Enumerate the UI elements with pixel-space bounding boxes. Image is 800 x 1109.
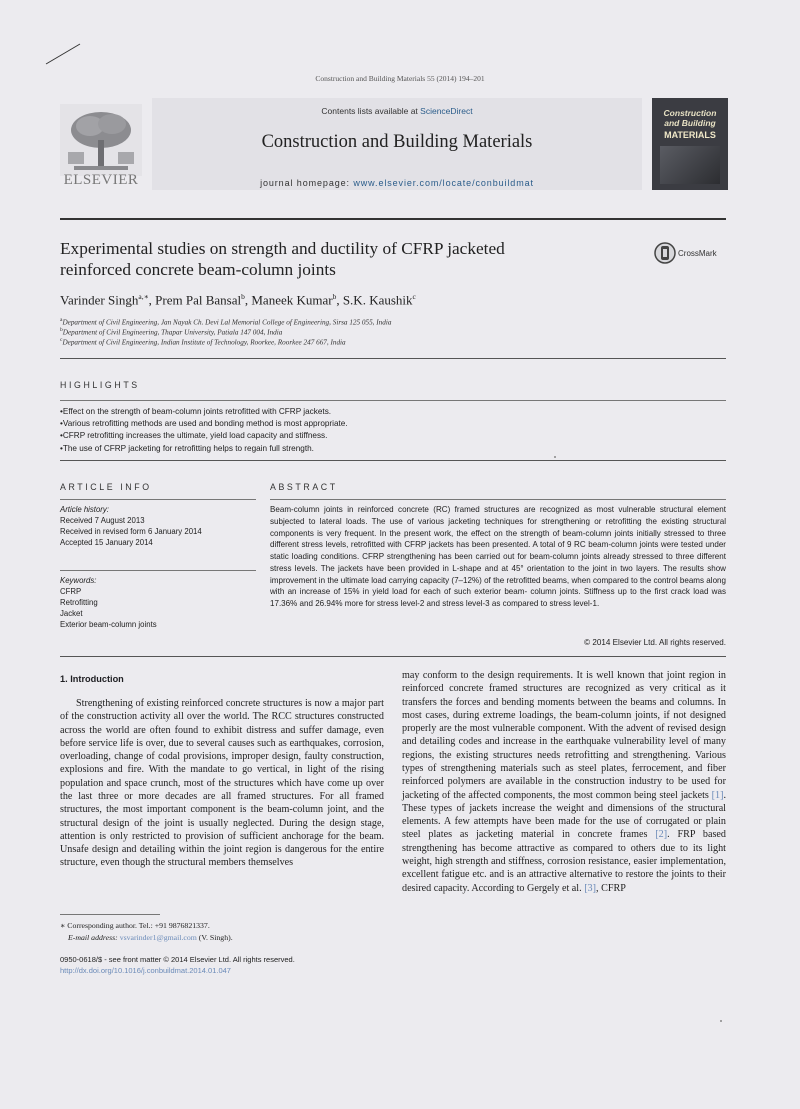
reference-link[interactable]: [3] <box>584 882 596 894</box>
intro-right-column: may conform to the design requirements. It is well known that joint region in reinforced concrete framed structures are recognized as very critical as it transfers the forces and bending moments between the beams and columns. In most cases, during extreme loadings, the beam-column joints, if not designed properly are the most vulnerable component. With the advent of revised design and detailing codes and increase in the earthquake vulnerability level of many regions, the existing structures needs retrofitting and strengthening. Various types of strengthening materials such as steel plates, ferrocement, and fiber reinforced polymers are available in the construction industry to be used for jacketing of the affected components, the most common being steel jackets [1]. These types of jackets increase the weight and dimensions of the structural elements. A few attempts have been made for the use of corrugated or plain steel plates as jacketing material in concrete frames [2]. FRP based strengthening has become attractive as compared to others due to its light weight, high strength and stiffness, corrosion resistance, easier implementation, excellent fatigue etc. and is an attractive alternative to restore the joints to their desired capacity. According to Gergely et al. [3], CFRP <box>402 670 726 894</box>
publisher-name: ELSEVIER <box>63 172 139 188</box>
contents-availability: Contents lists available at ScienceDirect <box>321 106 473 116</box>
issn-block: 0950-0618/$ - see front matter © 2014 Elsevier Ltd. All rights reserved. http://dx.doi.org/10.1016/j.conbuildmat.2014.01.047 <box>60 955 295 975</box>
email-link[interactable]: vsvarinder1@gmail.com <box>119 932 197 942</box>
abstract-text: Beam-column joints in reinforced concrete (RC) framed structures are recognized as most vulnerable structural element subjected to lateral loads. The use of various jacketing techniques for strengthening or retrofitting the existing structural components is very frequent. In the present work, the effect on the strength of beam-column joints initially stressed to three different stress levels, retrofitted with CFRP jackets has been presented. A total of 9 RC beam-column joints were tested under static loading conditions. CFRP strengthening has been carried out for beam-column joints already stressed to three different stress levels. The jackets have been provided in L-shape and at 45° orientation to the joint in two layers. The results show improvement in the ultimate load carrying capacity (7–12%) of the retrofitted beams, when compared to the control beams along with an increase of 15% in yield load for each of such exterior beam- column joints. Stiffness up to the first crack load was 17.36% and 26.94% more for stress level-2 and stress level-3 as compared to stress level-1. <box>270 505 726 608</box>
reference-link[interactable]: [1] <box>711 789 724 801</box>
list-item: • CFRP retrofitting increases the ultimate, yield load capacity and stiffness. <box>60 430 720 442</box>
paper-title: Experimental studies on strength and ductility of CFRP jacketed reinforced concrete beam-column joints <box>60 239 505 279</box>
highlights-list <box>60 406 720 455</box>
keywords: Keywords: CFRP Retrofitting Jacket Exterior beam-column joints <box>60 575 260 630</box>
divider <box>60 570 256 571</box>
divider <box>60 460 726 461</box>
journal-header <box>60 96 730 196</box>
crossmark-badge[interactable]: CrossMark <box>654 240 734 268</box>
pen-mark <box>44 42 84 66</box>
keyword: CFRP <box>60 587 82 596</box>
author-name[interactable]: Maneek Kumar <box>251 292 333 308</box>
author-name[interactable]: Prem Pal Bansal <box>155 292 242 308</box>
divider <box>60 358 726 359</box>
journal-title: Construction and Building Materials <box>261 132 533 152</box>
journal-cover-thumbnail: Construction and Building MATERIALS <box>652 98 728 190</box>
footnote: ∗ Corresponding author. Tel.: +91 9876821337. E-mail address: vsvarinder1@gmail.com (V. Singh). <box>60 921 233 942</box>
journal-homepage: journal homepage: www.elsevier.com/locate/conbuildmat <box>260 178 534 188</box>
scan-speck <box>720 1020 722 1022</box>
doi-link[interactable]: http://dx.doi.org/10.1016/j.conbuildmat.2014.01.047 <box>60 966 231 975</box>
footnote-rule <box>60 914 160 915</box>
journal-banner <box>152 98 642 190</box>
article-history: Article history: Received 7 August 2013 Received in revised form 6 January 2014 Accepted 15 January 2014 <box>60 505 202 547</box>
intro-left-column: Strengthening of existing reinforced concrete structures is now a major part of the construction activity all over the world. The RCC structures constructed across the world are often found to exhibit distress and suffer damage, even before service life is over, due to several causes such as earthquakes, corrosion, overloading, change of codal provisions, improper design, faulty construction, explosions and fire. With the mandate to go vertical, in light of the rising population and space crunch, most of the structures which have come up over the last three or more decades are all framed structures. For all framed structures, the most important component is the beam-column joint, and the structural design of the joint is usually neglected. During the design stage, attention is only restricted to provision of sufficient anchorage for the beam. Unsafe design and detailing within the joint region is dangerous for the entire structure, even though the structural members themselves <box>60 698 384 869</box>
keyword: Retrofitting <box>60 598 98 607</box>
divider <box>60 656 726 657</box>
list-item: • The use of CFRP jacketing for retrofitting helps to regain full strength. <box>60 443 720 455</box>
reference-link[interactable]: [2] <box>655 829 668 841</box>
author-name[interactable]: S.K. Kaushik <box>342 292 413 308</box>
divider <box>270 499 726 500</box>
affiliation: $^c$Department of Civil Engineering, Indian Institute of Technology, Roorkee, Roorkee 247 667, India <box>60 337 346 347</box>
section-heading: 1. Introduction <box>60 674 124 684</box>
cover-image <box>660 146 720 184</box>
scan-speck <box>554 456 556 458</box>
abstract-copyright: © 2014 Elsevier Ltd. All rights reserved. <box>584 638 726 647</box>
crossmark-icon <box>654 240 676 266</box>
list-item: • Effect on the strength of beam-column joints retrofitted with CFRP jackets. <box>60 406 720 418</box>
sciencedirect-link[interactable]: ScienceDirect <box>420 106 473 116</box>
highlights-heading: HIGHLIGHTS <box>60 380 140 390</box>
affiliation: $^a$Department of Civil Engineering, Jan Nayak Ch. Devi Lal Memorial College of Engineering, Sirsa 125 055, India <box>60 317 392 327</box>
divider <box>60 400 726 401</box>
author-list: Varinder Singh$^{a,∗}$, Prem Pal Bansal$^b$, Maneek Kumar$^b$, S.K. Kaushik$^c$ <box>60 292 416 308</box>
keyword: Exterior beam-column joints <box>60 620 157 629</box>
abstract-heading: ABSTRACT <box>270 482 338 492</box>
journal-citation: Construction and Building Materials 55 (2014) 194–201 <box>315 74 485 83</box>
list-item: • Various retrofitting methods are used and bonding method is most appropriate. <box>60 418 720 430</box>
article-info-heading: ARTICLE INFO <box>60 482 152 492</box>
header-rule <box>60 218 726 220</box>
keyword: Jacket <box>60 609 83 618</box>
divider <box>60 499 256 500</box>
author-name[interactable]: Varinder Singh <box>60 292 139 308</box>
affiliation: $^b$Department of Civil Engineering, Thapar University, Patiala 147 004, India <box>60 327 283 337</box>
journal-homepage-link[interactable]: www.elsevier.com/locate/conbuildmat <box>353 178 534 188</box>
